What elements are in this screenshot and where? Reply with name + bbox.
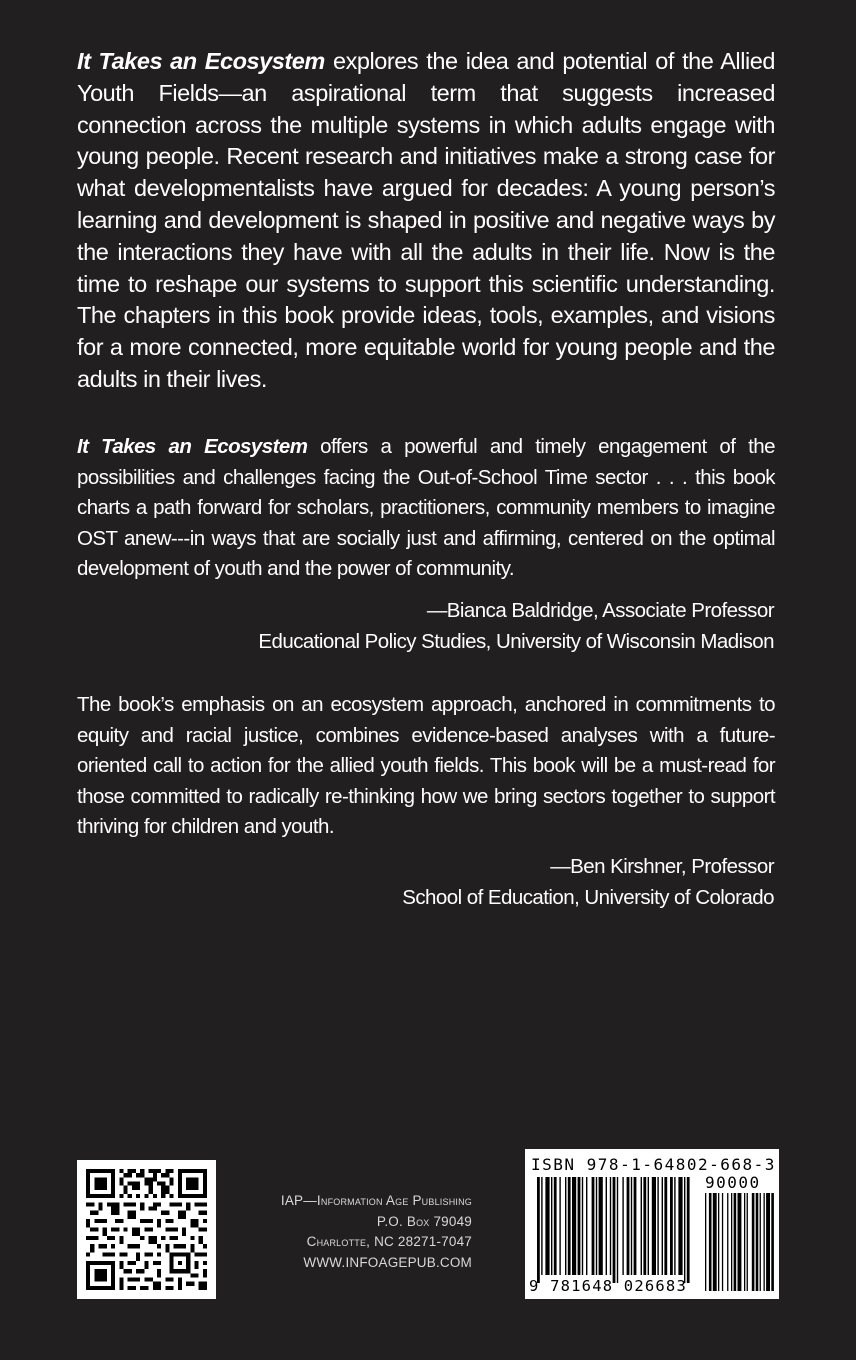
barcode-bar (613, 1177, 616, 1283)
barcode-bar (674, 1177, 675, 1275)
publisher-name: IAP—Information Age Publishing (280, 1193, 472, 1208)
barcode-bar (537, 1177, 540, 1283)
publisher-info (255, 1191, 472, 1273)
addon-bar (734, 1193, 737, 1291)
barcode-bar (634, 1177, 637, 1275)
endorsement-1-title-italic: It Takes an Ecosystem (77, 435, 308, 458)
barcode-bar (554, 1177, 557, 1275)
barcode-bar (606, 1177, 607, 1275)
barcode-bar (565, 1177, 566, 1275)
barcode-bar (684, 1177, 685, 1283)
barcode-bar (572, 1177, 576, 1275)
barcode-bar (545, 1177, 549, 1275)
addon-bar (738, 1193, 742, 1291)
barcode-bar (643, 1177, 646, 1275)
addon-bar (760, 1193, 761, 1291)
barcode-bar (596, 1177, 597, 1275)
addon-bar (718, 1193, 719, 1291)
endorsement-1-text (77, 432, 775, 585)
barcode-bar (627, 1177, 630, 1275)
barcode-bar (641, 1177, 642, 1275)
barcode-bar (648, 1177, 649, 1275)
barcode-bar (631, 1177, 632, 1275)
addon-bar (747, 1193, 748, 1291)
publisher-website: WWW.INFOAGEPUB.COM (303, 1254, 472, 1270)
addon-bar (709, 1193, 712, 1291)
endorsement-2-author: —Ben Kirshner, Professor (550, 855, 774, 878)
barcode-bar (582, 1177, 583, 1275)
addon-bar (731, 1193, 732, 1291)
barcode-bar (657, 1177, 658, 1275)
addon-bar (727, 1193, 728, 1291)
endorsement-1-author: —Bianca Baldridge, Associate Professor (426, 599, 774, 622)
barcode-bar (670, 1177, 673, 1275)
barcode-bar (568, 1177, 571, 1275)
qr-code-icon (86, 1169, 207, 1290)
barcode-bar (610, 1177, 611, 1275)
barcode-bar (599, 1177, 603, 1275)
addon-bar (771, 1193, 774, 1291)
barcode-bar (551, 1177, 552, 1275)
endorsement-1-body: offers a powerful and timely engagement of the possibilities and challenges facing the Out-of-School Time sector . . . this book charts a path forward for scholars, practitioners, community members to imagine OST anew---in ways that are socially just and affirming, centered on the optimal development of youth and the power of community. (77, 435, 775, 580)
barcode-bar (617, 1177, 618, 1283)
addon-bar (764, 1193, 765, 1291)
endorsement-1-affiliation: Educational Policy Studies, University of Wisconsin Madison (258, 629, 774, 653)
barcode-bar (586, 1177, 587, 1275)
barcode-bar (559, 1177, 560, 1275)
addon-bar (705, 1193, 706, 1291)
endorsement-2-attribution (402, 852, 774, 913)
endorsement-2-affiliation: School of Education, University of Colorado (402, 885, 774, 909)
addon-bar (756, 1193, 759, 1291)
isbn-label: ISBN 978-1-64802-668-3 (531, 1155, 776, 1174)
book-title-italic: It Takes an Ecosystem (77, 48, 325, 74)
barcode-bar (592, 1177, 595, 1275)
barcode-bar (622, 1177, 623, 1275)
publisher-city: Charlotte, NC 28271-7047 (306, 1234, 472, 1249)
endorsement-2-body: The book’s emphasis on an ecosystem approach, anchored in commitments to equity and racial justice, combines evidence-based analyses with a future-oriented call to action for the allied youth fields. This book will be a must-read for those committed to radically re-thinking how we bring sectors together to support thriving for children and youth. (77, 693, 775, 838)
barcode-bar (662, 1177, 663, 1275)
addon-bar (713, 1193, 717, 1291)
endorsement-1-attribution (258, 596, 774, 657)
addon-bar (766, 1193, 770, 1291)
barcode-bar (541, 1177, 542, 1275)
barcode-bar (652, 1177, 656, 1275)
book-description-text: explores the idea and potential of the Allied Youth Fields—an aspirational term that suggests increased connection across the multiple systems in which adults engage with young people. Recent research and initiatives make a strong case for what developmentalists have argued for decades: A young person’s learning and development is shaped in positive and negative ways by the interactions they have with all the adults in their life. Now is the time to reshape our systems to support this scientific understanding. The chapters in this book provide ideas, tools, examples, and visions for a more connected, more equitable world for young people and the adults in their lives. (77, 48, 775, 392)
addon-bar (752, 1193, 755, 1291)
addon-bar (744, 1193, 745, 1291)
barcode-digits: 9 781648 026683 (529, 1277, 687, 1295)
barcode-bar (578, 1177, 581, 1275)
qr-code (77, 1160, 216, 1299)
book-description (77, 46, 775, 396)
isbn-barcode (525, 1149, 779, 1299)
publisher-po-box: P.O. Box 79049 (376, 1213, 472, 1229)
barcode-addon: 90000 (705, 1173, 761, 1192)
barcode-bar (664, 1177, 667, 1275)
addon-bar (722, 1193, 723, 1291)
barcode-bar (678, 1177, 682, 1275)
barcode-bar (687, 1177, 690, 1283)
endorsement-2-text (77, 690, 775, 843)
